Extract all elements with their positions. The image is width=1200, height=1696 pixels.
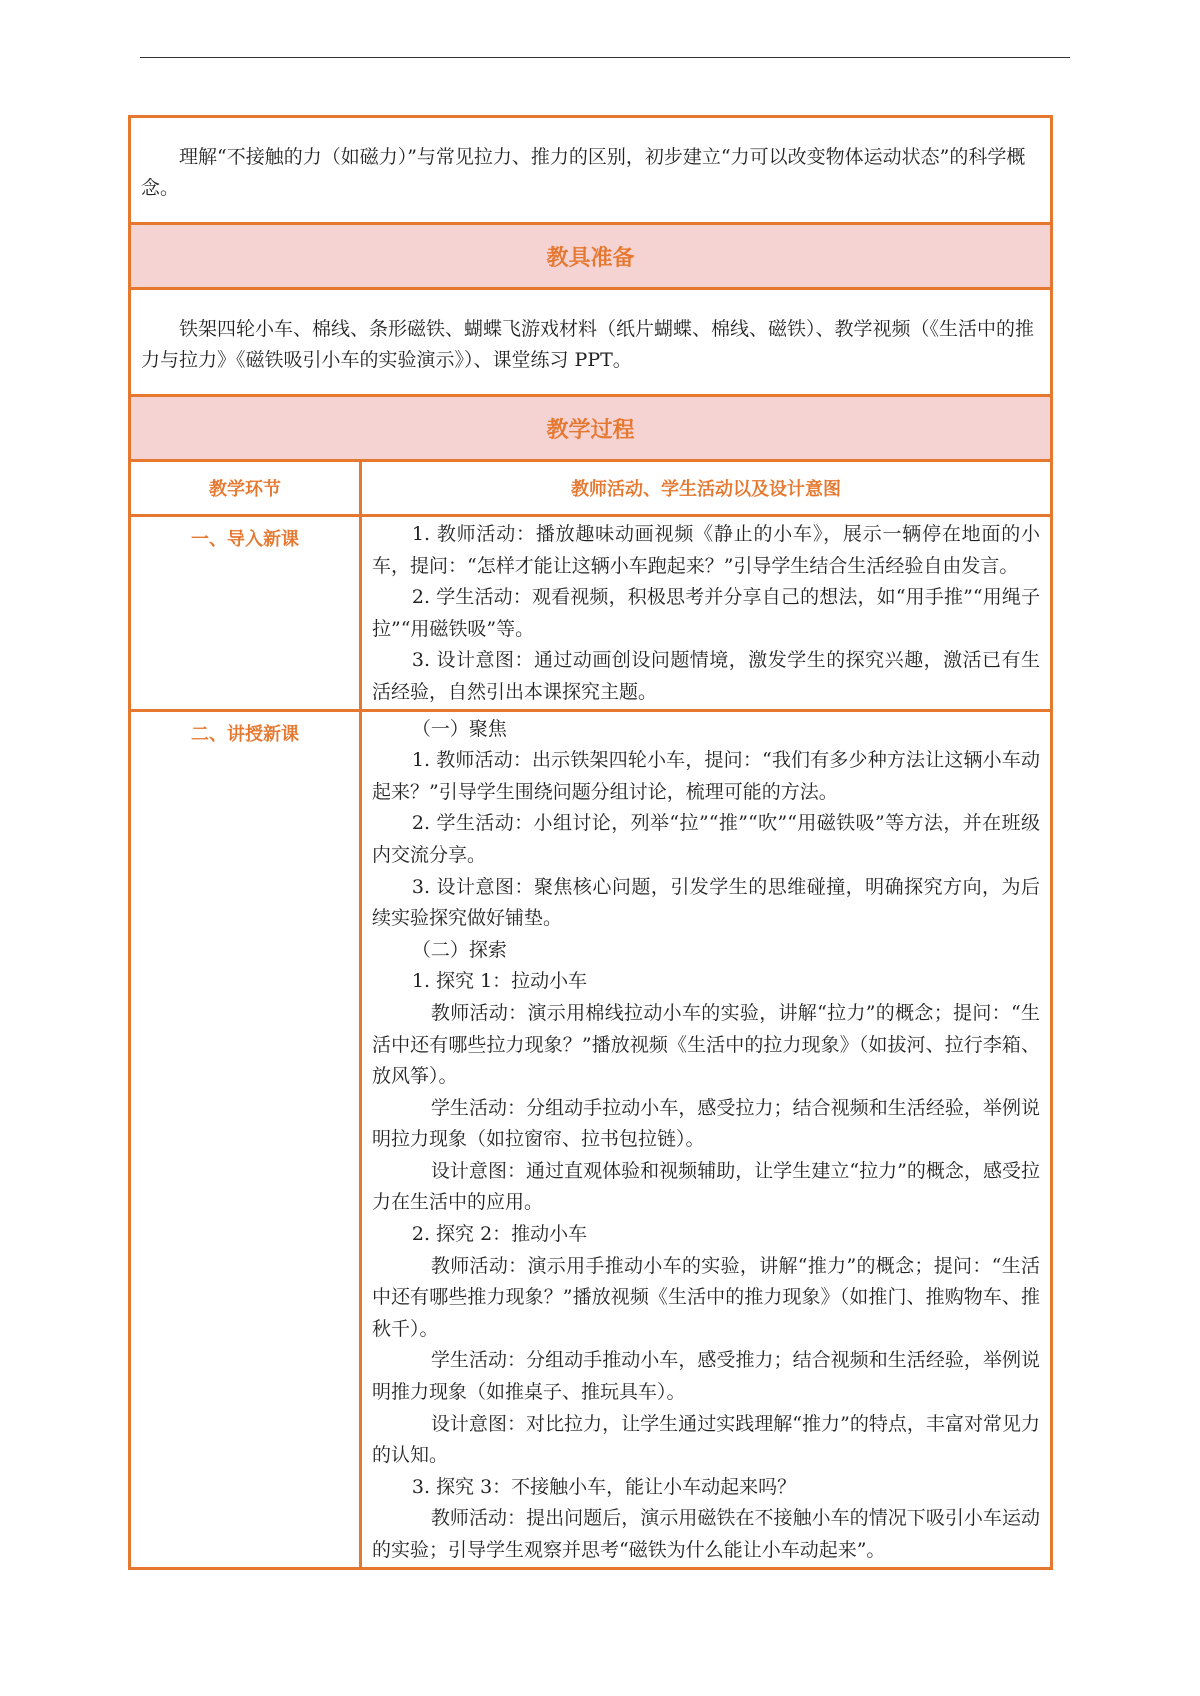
header-rule [140, 57, 1070, 58]
col-activity-header: 教师活动、学生活动以及设计意图 [361, 461, 1052, 516]
objective-text: 理解“不接触的力（如磁力）”与常见拉力、推力的区别，初步建立“力可以改变物体运动状态”的科学概念。 [141, 146, 1026, 199]
materials-header: 教具准备 [130, 224, 1052, 289]
stage-name: 一、导入新课 [130, 516, 361, 711]
process-header: 教学过程 [130, 396, 1052, 461]
activity-paragraph: 2. 学生活动：观看视频，积极思考并分享自己的想法，如“用手推”“用绳子拉”“用磁铁吸”等。 [372, 586, 1041, 640]
activity-paragraph: 3. 设计意图：聚焦核心问题，引发学生的思维碰撞，明确探究方向，为后续实验探究做好铺垫。 [372, 875, 1041, 930]
stage-content [361, 516, 1052, 711]
stage-row [130, 516, 1052, 711]
activity-paragraph: 设计意图：对比拉力，让学生通过实践理解“推力”的特点，丰富对常见力的认知。 [372, 1412, 1041, 1467]
activity-paragraph: 1. 教师活动：播放趣味动画视频《静止的小车》，展示一辆停在地面的小车，提问：“怎样才能让这辆小车跑起来？”引导学生结合生活经验自由发言。 [372, 523, 1041, 577]
materials-row [130, 289, 1052, 396]
activity-paragraph: 1. 探究 1：拉动小车 [411, 970, 588, 993]
activity-paragraph: 教师活动：演示用棉线拉动小车的实验，讲解“拉力”的概念；提问：“生活中还有哪些拉力现象？”播放视频《生活中的拉力现象》（如拔河、拉行李箱、放风筝）。 [372, 1001, 1041, 1088]
objective-row [130, 117, 1052, 224]
activity-paragraph: 教师活动：提出问题后，演示用磁铁在不接触小车的情况下吸引小车运动的实验；引导学生观察并思考“磁铁为什么能让小车动起来”。 [372, 1507, 1041, 1561]
process-header-row [130, 396, 1052, 461]
stage-name: 二、讲授新课 [130, 710, 361, 1568]
activity-paragraph: 2. 学生活动：小组讨论，列举“拉”“推”“吹”“用磁铁吸”等方法，并在班级内交流分享。 [372, 812, 1041, 866]
activity-paragraph: 学生活动：分组动手推动小车，感受推力；结合视频和生活经验，举例说明推力现象（如推桌子、推玩具车）。 [372, 1349, 1041, 1404]
activity-paragraph: 3. 探究 3：不接触小车，能让小车动起来吗？ [411, 1475, 797, 1498]
column-header-row [130, 461, 1052, 516]
lesson-plan-table [128, 115, 1053, 1570]
activity-paragraph: 3. 设计意图：通过动画创设问题情境，激发学生的探究兴趣，激活已有生活经验，自然引出本课探究主题。 [372, 649, 1041, 703]
stage-content [361, 710, 1052, 1568]
stage-row [130, 710, 1052, 1568]
activity-paragraph: 教师活动：演示用手推动小车的实验，讲解“推力”的概念；提问：“生活中还有哪些推力现象？”播放视频《生活中的推力现象》（如推门、推购物车、推秋千）。 [372, 1254, 1041, 1340]
activity-paragraph: （一）聚焦 [411, 717, 507, 740]
activity-paragraph: 2. 探究 2：推动小车 [411, 1223, 588, 1246]
activity-paragraph: 1. 教师活动：出示铁架四轮小车，提问：“我们有多少种方法让这辆小车动起来？”引导学生围绕问题分组讨论，梳理可能的方法。 [372, 749, 1041, 803]
activity-paragraph: 设计意图：通过直观体验和视频辅助，让学生建立“拉力”的概念，感受拉力在生活中的应用。 [372, 1159, 1041, 1214]
activity-paragraph: （二）探索 [411, 938, 507, 961]
materials-text: 铁架四轮小车、棉线、条形磁铁、蝴蝶飞游戏材料（纸片蝴蝶、棉线、磁铁）、教学视频（《生活中的推力与拉力》《磁铁吸引小车的实验演示》）、课堂练习 PPT。 [141, 318, 1035, 371]
activity-paragraph: 学生活动：分组动手拉动小车，感受拉力；结合视频和生活经验，举例说明拉力现象（如拉窗帘、拉书包拉链）。 [372, 1096, 1041, 1151]
col-stage-header: 教学环节 [130, 461, 361, 516]
materials-header-row [130, 224, 1052, 289]
